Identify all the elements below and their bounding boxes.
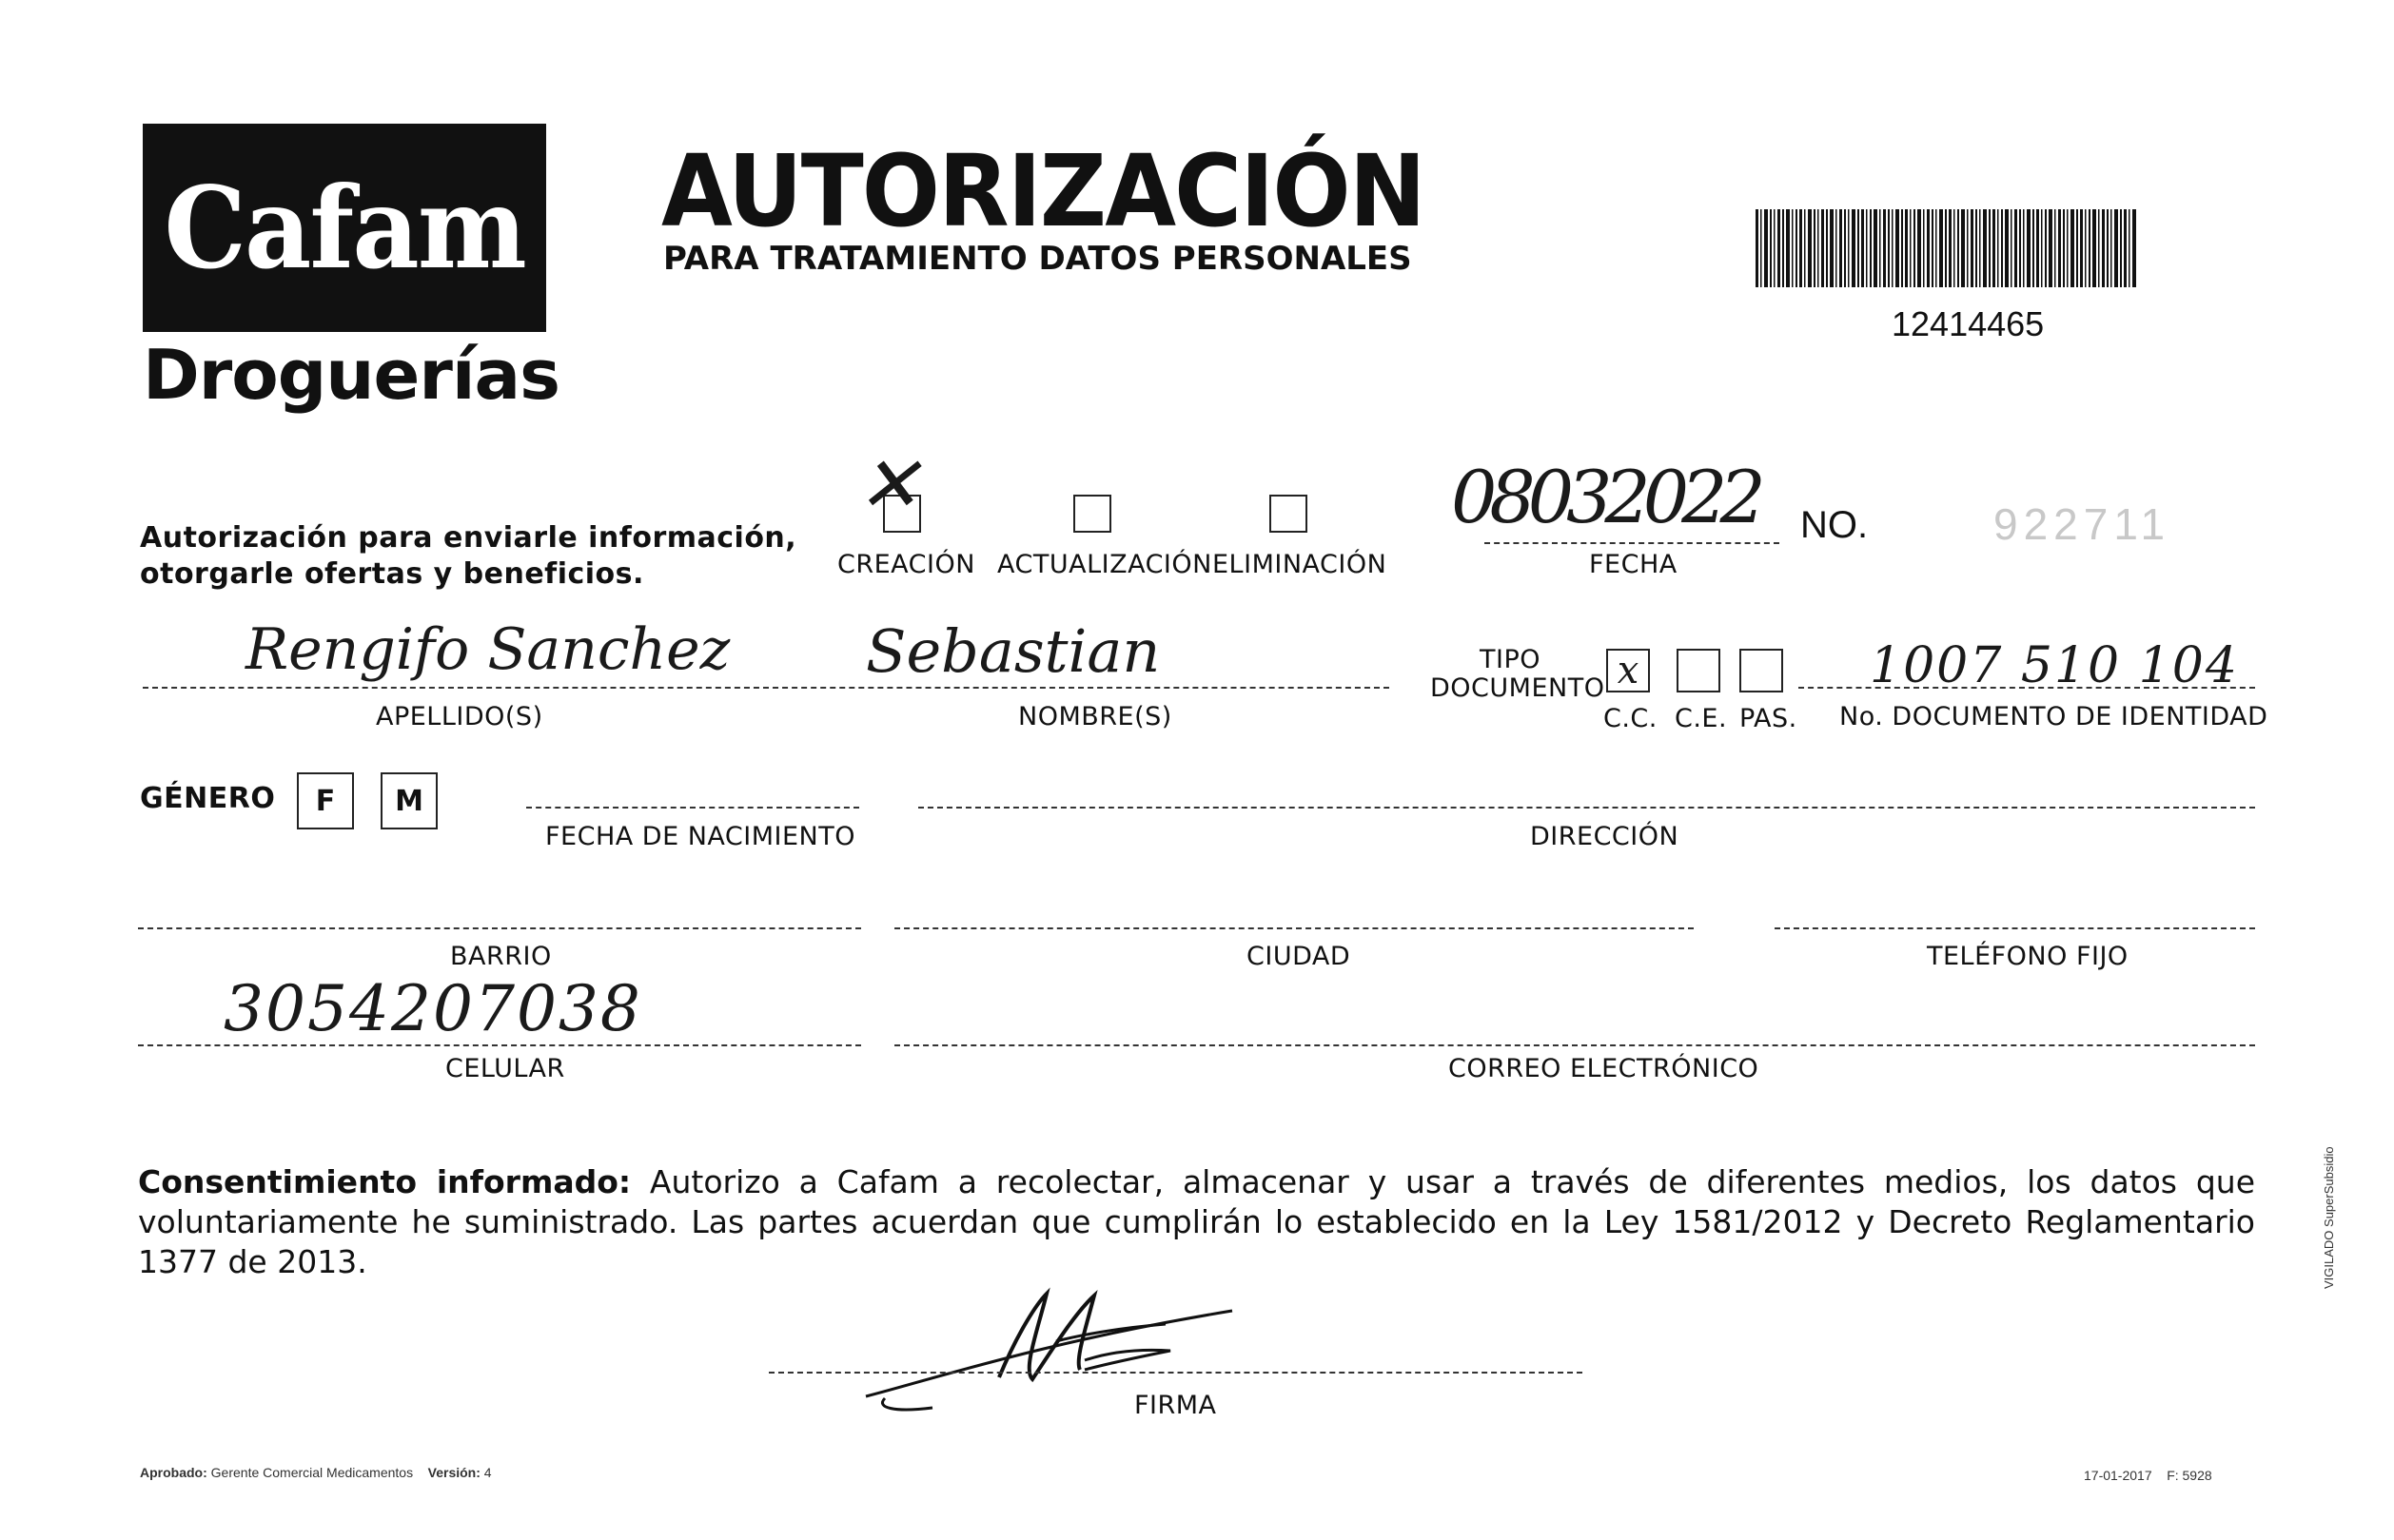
surname-value: Rengifo Sanchez <box>245 616 731 683</box>
neighborhood-label: BARRIO <box>450 942 552 971</box>
intro-line-1: Autorización para enviarle información, <box>140 521 797 555</box>
date-value: 08032022 <box>1451 455 1758 539</box>
deletion-checkbox[interactable] <box>1269 495 1307 533</box>
address-label: DIRECCIÓN <box>1530 822 1679 851</box>
doc-pas-checkbox[interactable] <box>1739 649 1783 692</box>
doc-type-label-2: DOCUMENTO <box>1430 673 1605 703</box>
barcode <box>1756 209 2136 287</box>
update-checkbox[interactable] <box>1073 495 1111 533</box>
supersubsidio-seal: VIGILADO SuperSubsidio <box>2322 1146 2336 1289</box>
cafam-logo <box>143 124 546 332</box>
email-label: CORREO ELECTRÓNICO <box>1448 1054 1759 1083</box>
date-code: 17-01-2017 <box>2084 1468 2152 1483</box>
doc-type-label-1: TIPO <box>1480 645 1540 674</box>
no-value: 922711 <box>1993 499 2171 549</box>
phone-field[interactable] <box>1775 927 2255 929</box>
doc-pas-label: PAS. <box>1739 704 1797 733</box>
creation-label: CREACIÓN <box>837 550 975 579</box>
city-field[interactable] <box>894 927 1694 929</box>
doc-cc-label: C.C. <box>1603 704 1658 733</box>
email-field[interactable] <box>894 1044 2255 1046</box>
doc-ce-label: C.E. <box>1675 704 1728 733</box>
form-code: F: 5928 <box>2167 1468 2212 1483</box>
doc-number-label: No. DOCUMENTO DE IDENTIDAD <box>1839 702 2268 731</box>
footer-codes <box>2084 1468 2212 1483</box>
approved-label: Aprobado: <box>140 1465 207 1480</box>
gender-female-checkbox[interactable] <box>297 772 354 829</box>
document-title: AUTORIZACIÓN <box>661 133 1424 249</box>
version-value: 4 <box>483 1465 492 1480</box>
doc-number-value: 1007 510 104 <box>1870 637 2239 694</box>
signature-field[interactable] <box>769 1372 1582 1374</box>
version-label: Versión: <box>427 1465 481 1480</box>
mobile-label: CELULAR <box>445 1054 565 1083</box>
brand-subtitle: Droguerías <box>143 335 559 415</box>
signature-label: FIRMA <box>1134 1391 1217 1420</box>
consent-text: Autorizo a Cafam a recolectar, almacenar y usar a través de diferentes medios, los datos que voluntariamente he suministrado. Las partes acuerdan que cumplirán lo establecido en la Ley 1581/2012 y Decreto Reglamentario 1377 de 2013. <box>138 1163 2255 1280</box>
consent-lead: Consentimiento informado: <box>138 1163 632 1200</box>
consent-paragraph <box>138 1162 2255 1282</box>
gender-male-checkbox[interactable] <box>381 772 438 829</box>
address-field[interactable] <box>918 807 2255 809</box>
birth-date-field[interactable] <box>526 807 859 809</box>
name-label: NOMBRE(S) <box>1018 702 1172 731</box>
creation-mark: ✕ <box>856 440 921 529</box>
mobile-value: 3054207038 <box>224 972 642 1045</box>
gender-label: GÉNERO <box>140 782 276 815</box>
birth-date-label: FECHA DE NACIMIENTO <box>545 822 855 851</box>
gender-female-label: F <box>315 784 336 818</box>
doc-ce-checkbox[interactable] <box>1677 649 1720 692</box>
phone-label: TELÉFONO FIJO <box>1927 942 2129 971</box>
document-subtitle: PARA TRATAMIENTO DATOS PERSONALES <box>663 240 1412 278</box>
city-label: CIUDAD <box>1246 942 1351 971</box>
date-label: FECHA <box>1589 550 1678 579</box>
barcode-number: 12414465 <box>1892 304 2045 343</box>
deletion-label: ELIMINACIÓN <box>1212 550 1387 579</box>
footer-approved <box>140 1465 492 1480</box>
surname-label: APELLIDO(S) <box>376 702 543 731</box>
name-value: Sebastian <box>866 616 1161 686</box>
doc-cc-checkbox[interactable] <box>1606 649 1650 692</box>
intro-line-2: otorgarle ofertas y beneficios. <box>140 557 644 591</box>
logo-text: Cafam <box>164 162 525 294</box>
neighborhood-field[interactable] <box>138 927 861 929</box>
no-label: NO. <box>1800 504 1869 546</box>
update-label: ACTUALIZACIÓN <box>997 550 1212 579</box>
doc-cc-mark: x <box>1617 649 1639 692</box>
gender-male-label: M <box>395 784 423 818</box>
approved-value: Gerente Comercial Medicamentos <box>210 1465 414 1480</box>
